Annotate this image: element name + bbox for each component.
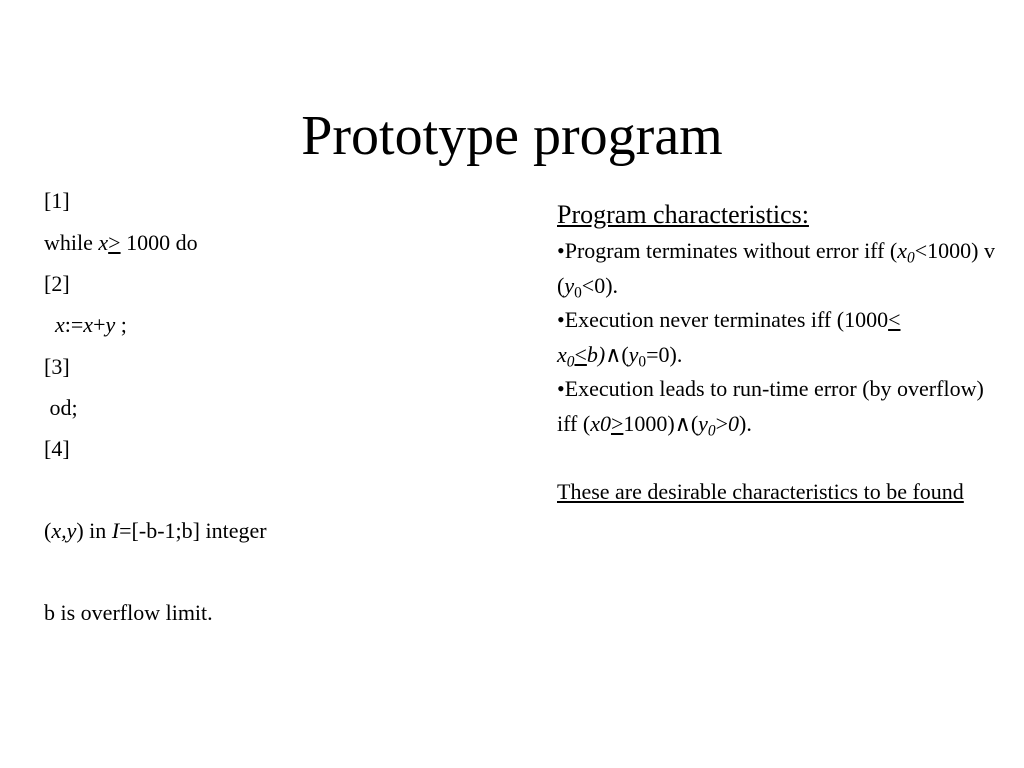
characteristics-heading: Program characteristics: (557, 200, 809, 229)
label-1: [1] (44, 188, 70, 213)
while-line: while x> 1000 do (44, 230, 198, 255)
domain-line: (x,y) in I=[-b-1;b] integer (44, 518, 267, 543)
od-line: od; (44, 395, 78, 420)
desirable-note: These are desirable characteristics to be found (557, 479, 964, 504)
bullet-never-terminates: •Execution never terminates iff $(1000< x_0<b)\wedge(y_0=0)$. (557, 307, 901, 371)
slide-title: Prototype program (301, 105, 723, 167)
label-3: [3] (44, 354, 70, 379)
bullet-terminates: •Program terminates without error iff $(x_0<1000)$ v $(y_0<0)$. (557, 238, 995, 302)
assignment-line: x:=x+y ; (55, 312, 127, 337)
overflow-note: b is overflow limit. (44, 600, 213, 625)
label-2: [2] (44, 271, 70, 296)
bullet-runtime-error: •Execution leads to run-time error (by overflow) iff $(x0>1000)\wedge(y_0>0)$. (557, 376, 984, 440)
characteristics-panel (557, 196, 997, 510)
label-4: [4] (44, 436, 70, 461)
